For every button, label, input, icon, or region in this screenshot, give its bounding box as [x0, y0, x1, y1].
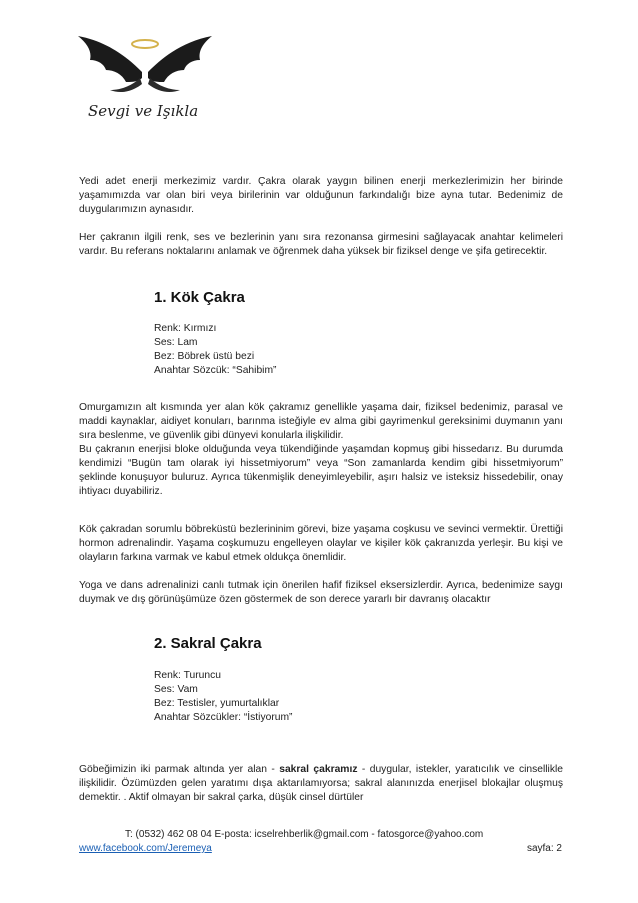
- section-2-sound: Ses: Vam: [154, 684, 198, 695]
- section-1-paragraph-4: Yoga ve dans adrenalinizi canlı tutmak için önerilen hafif fiziksel eksersizlerdir. Ayrıca, bedenimize saygı duymak ve dış görünüşümüze özen göstermek de son derece yararlı bir davranış olacaktır: [79, 580, 563, 605]
- section-2-paragraph-1-start: Göbeğimizin iki parmak altında yer alan -: [79, 764, 280, 775]
- section-1-keyword: Anahtar Sözcük: “Sahibim”: [154, 365, 277, 376]
- section-2-paragraph-1-bold: sakral çakramız: [279, 764, 358, 775]
- section-1-gland: Bez: Böbrek üstü bezi: [154, 351, 255, 362]
- section-2-color: Renk: Turuncu: [154, 670, 221, 681]
- section-1-sound: Ses: Lam: [154, 337, 198, 348]
- section-1-paragraph-2: Bu çakranın enerjisi bloke olduğunda veya tükendiğinde yaşamdan kopmuş gibi hissedarız. Bu durumda kendimizi “Bugün tam olarak iyi hissetmiyorum” veya “Son zamanlarda kendim gibi hissetmiyorum” şeklinde konuşuyor buluruz. Ayrıca tükenmişlik deneyimleyebilir, aşırı halsiz ve isteksiz hissedebilir, onay ihtiyacı duyabiliriz.: [79, 444, 563, 497]
- intro-paragraph-2: Her çakranın ilgili renk, ses ve bezlerinin yanı sıra rezonansa girmesini sağlayacak anahtar kelimeleri vardır. Bu referans noktalarını anlamak ve öğrenmek daha yüksek bir fiziksel denge ve şifa getirecektir.: [79, 232, 563, 257]
- intro-paragraph-1: Yedi adet enerji merkezimiz vardır. Çakra olarak yaygın bilinen enerji merkezlerimizin her birinde yaşamımızda var olan biri veya birilerinin var olduğunun farkındalığı bize ayna tutar. Bedenimiz de duygularımızın aynasıdır.: [79, 176, 563, 215]
- section-2-keyword: Anahtar Sözcükler: “İstiyorum”: [154, 712, 293, 723]
- section-1-color: Renk: Kırmızı: [154, 323, 217, 334]
- section-2-heading: 2. Sakral Çakra: [154, 635, 262, 652]
- section-1-properties: [154, 322, 276, 378]
- footer-contact: T: (0532) 462 08 04 E-posta: icselrehberlik@gmail.com - fatosgorce@yahoo.com: [125, 829, 484, 840]
- section-1-heading: 1. Kök Çakra: [154, 289, 245, 306]
- section-2-paragraph-1: [79, 763, 563, 805]
- logo: [70, 30, 220, 130]
- angel-wings-halo-icon: [70, 30, 220, 130]
- section-2-properties: [154, 669, 292, 725]
- section-2-gland: Bez: Testisler, yumurtalıklar: [154, 698, 280, 709]
- section-1-paragraph-1: Omurgamızın alt kısmında yer alan kök çakramız genellikle yaşama dair, fiziksel bedenimiz, parasal ve maddi kaynaklar, aidiyet konuları, barınma isteğiyle ev alma gibi gayrimenkul gereksinimi duymanın yanı sıra beslenme, ve güvenlik gibi dünyevi konularla ilişkilidir.: [79, 402, 563, 441]
- footer-facebook-link[interactable]: www.facebook.com/Jeremeya: [79, 843, 212, 854]
- logo-text: Sevgi ve Işıkla: [88, 102, 199, 120]
- footer-page-number: sayfa: 2: [526, 843, 562, 854]
- section-1-paragraph-3: Kök çakradan sorumlu böbreküstü bezlerininim görevi, bize yaşama coşkusu ve sevinci vermektir. Ürettiği hormon adrenalindir. Yaşama coşkumuzu engelleyen olaylar ve kişiler kök çakranızda yerleşir. Bu kişi ve olayların farkına varmak ve kabul etmek oldukça önemlidir.: [79, 524, 563, 563]
- section-2-paragraph-1-end: - duygular, istekler, yaratıcılık ve cinsellikle ilişkilidir. Özümüzden gelen yaratımı dışa aktarılamıyorsa; sakral alanınızda enerjisel blokajlar oluşmuş demektir. . Aktif olmayan bir sakral çarka, düşük cinsel dürtüler: [79, 764, 564, 803]
